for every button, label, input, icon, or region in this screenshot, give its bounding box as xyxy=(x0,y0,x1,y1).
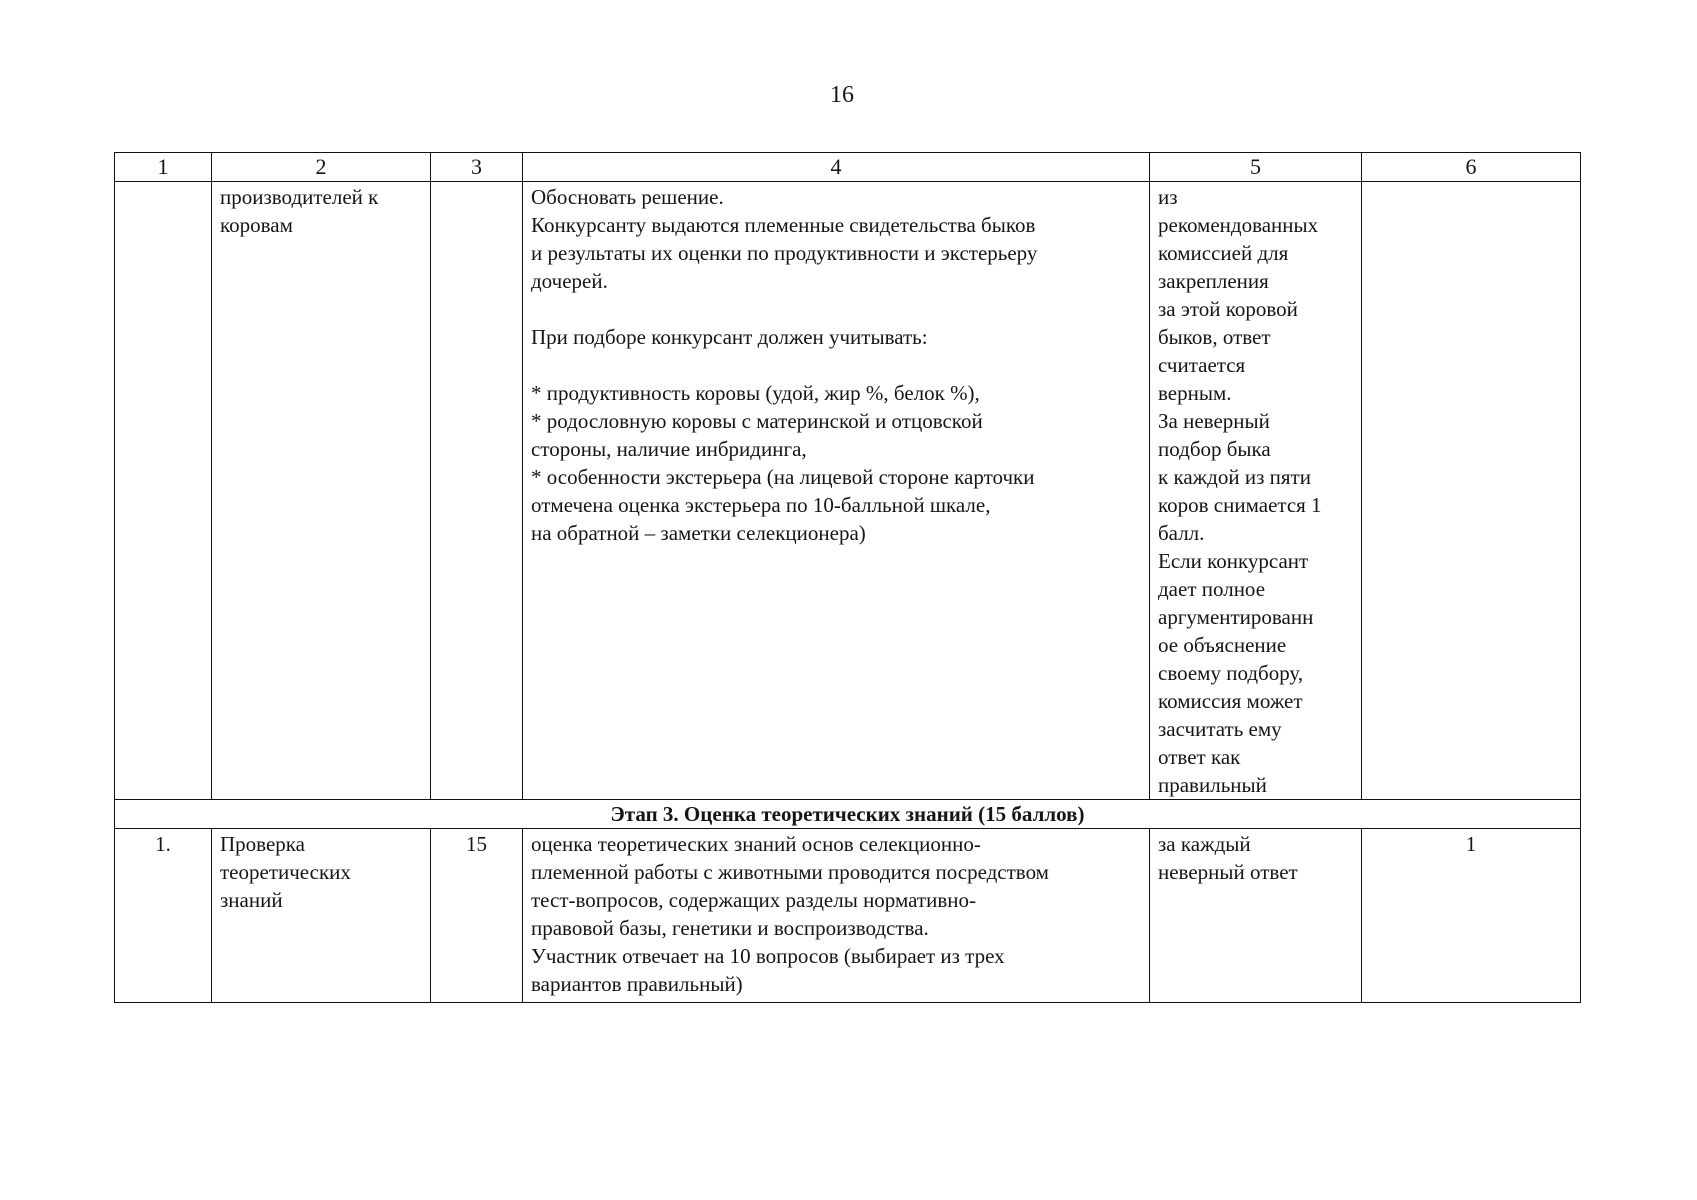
text-line: правильный xyxy=(1158,773,1267,797)
text-line: * родословную коровы с материнской и отцовской xyxy=(531,409,983,433)
text-line: Конкурсанту выдаются племенные свидетельства быков xyxy=(531,213,1036,237)
header-cell-6: 6 xyxy=(1362,153,1581,182)
header-cell-2: 2 xyxy=(212,153,431,182)
row1-criterion-cell xyxy=(212,182,431,800)
text-line: Проверка xyxy=(220,832,305,856)
header-cell-5: 5 xyxy=(1150,153,1362,182)
text-line: быков, ответ xyxy=(1158,325,1271,349)
text-line: теоретических xyxy=(220,860,351,884)
text-line: к каждой из пяти xyxy=(1158,465,1311,489)
row1-points-cell xyxy=(431,182,523,800)
row1-number-cell xyxy=(115,182,212,800)
text-line: коров снимается 1 xyxy=(1158,493,1322,517)
header-cell-1: 1 xyxy=(115,153,212,182)
row2-number-cell: 1. xyxy=(115,829,212,1003)
text-line: аргументированн xyxy=(1158,605,1314,629)
text-line: Участник отвечает на 10 вопросов (выбирает из трех xyxy=(531,944,1005,968)
text-line: тест-вопросов, содержащих разделы нормативно- xyxy=(531,888,976,912)
text-line: засчитать ему xyxy=(1158,717,1282,741)
text-line: ое объяснение xyxy=(1158,633,1287,657)
section-row xyxy=(115,800,1581,829)
text-line: за этой коровой xyxy=(1158,297,1298,321)
description-paragraph xyxy=(531,183,1141,295)
description-paragraph xyxy=(531,379,1141,547)
text-line: правовой базы, генетики и воспроизводства. xyxy=(531,916,929,940)
text-line: балл. xyxy=(1158,521,1205,545)
text-line: Если конкурсант xyxy=(1158,549,1309,573)
text-line: При подборе конкурсант должен учитывать: xyxy=(531,325,928,349)
text-line: за каждый xyxy=(1158,832,1251,856)
header-cell-4: 4 xyxy=(523,153,1150,182)
text-line: отмечена оценка экстерьера по 10-балльной шкале, xyxy=(531,493,991,517)
row1-description-cell xyxy=(523,182,1150,800)
text-line: считается xyxy=(1158,353,1246,377)
row2-description-cell xyxy=(523,829,1150,1003)
text-line: комиссией для xyxy=(1158,241,1289,265)
text-line: коровам xyxy=(220,213,293,237)
text-line: Обосновать решение. xyxy=(531,185,724,209)
table-row xyxy=(115,182,1581,800)
row2-criterion-cell xyxy=(212,829,431,1003)
description-paragraph xyxy=(531,323,1141,351)
text-line: племенной работы с животными проводится посредством xyxy=(531,860,1049,884)
table-row xyxy=(115,829,1581,1003)
text-line: ответ как xyxy=(1158,745,1241,769)
text-line: вариантов правильный) xyxy=(531,972,743,996)
text-line: закрепления xyxy=(1158,269,1269,293)
page-number: 16 xyxy=(830,82,854,108)
text-line: знаний xyxy=(220,888,283,912)
row2-penalty-cell: 1 xyxy=(1362,829,1581,1003)
row2-scoring-cell xyxy=(1150,829,1362,1003)
text-line: За неверный xyxy=(1158,409,1270,433)
text-line: подбор быка xyxy=(1158,437,1271,461)
text-line: на обратной – заметки селекционера) xyxy=(531,521,866,545)
text-line: дочерей. xyxy=(531,269,608,293)
row2-points-cell: 15 xyxy=(431,829,523,1003)
text-line: производителей к xyxy=(220,185,379,209)
text-line: своему подбору, xyxy=(1158,661,1304,685)
row1-scoring-cell xyxy=(1150,182,1362,800)
text-line: из xyxy=(1158,185,1178,209)
text-line: дает полное xyxy=(1158,577,1266,601)
section-title: Этап 3. Оценка теоретических знаний (15 баллов) xyxy=(115,800,1581,829)
text-line: комиссия может xyxy=(1158,689,1303,713)
row1-extra-cell xyxy=(1362,182,1581,800)
criteria-table xyxy=(114,152,1581,1003)
header-cell-3: 3 xyxy=(431,153,523,182)
table-header-row xyxy=(115,153,1581,182)
text-line: рекомендованных xyxy=(1158,213,1319,237)
text-line: верным. xyxy=(1158,381,1232,405)
text-line: * особенности экстерьера (на лицевой стороне карточки xyxy=(531,465,1035,489)
text-line: оценка теоретических знаний основ селекционно- xyxy=(531,832,981,856)
text-line: стороны, наличие инбридинга, xyxy=(531,437,807,461)
text-line: и результаты их оценки по продуктивности и экстерьеру xyxy=(531,241,1038,265)
text-line: * продуктивность коровы (удой, жир %, белок %), xyxy=(531,381,980,405)
text-line: неверный ответ xyxy=(1158,860,1298,884)
